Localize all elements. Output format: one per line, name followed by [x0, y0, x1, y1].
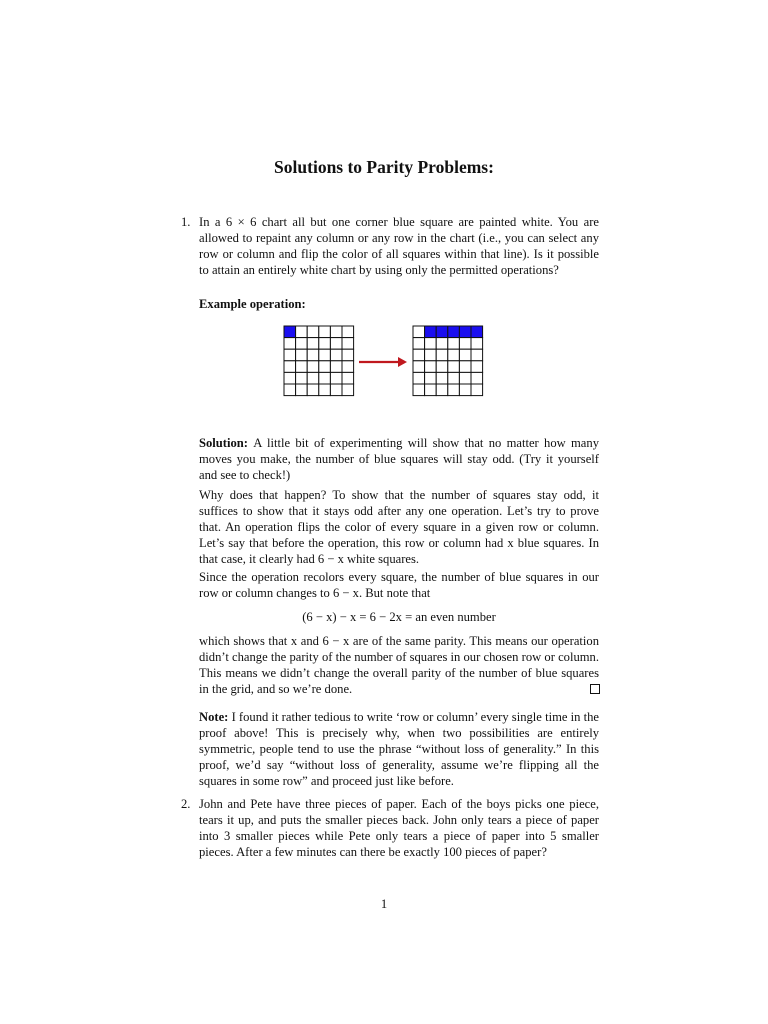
before-cell-r3-c2	[307, 361, 319, 373]
after-cell-r4-c4	[459, 372, 471, 384]
after-cell-r3-c1	[425, 361, 437, 373]
before-cell-r0-c4	[330, 326, 342, 338]
after-cell-r0-c3	[448, 326, 460, 338]
solution-label: Solution:	[199, 436, 248, 450]
after-cell-r1-c2	[436, 338, 448, 350]
after-cell-r2-c3	[448, 349, 460, 361]
after-cell-r1-c3	[448, 338, 460, 350]
grid-before	[284, 326, 354, 396]
before-cell-r2-c1	[296, 349, 308, 361]
before-cell-r5-c2	[307, 384, 319, 396]
solution-text: A little bit of experimenting will show that no matter how many moves you make, the number of blue squares will stay odd. (Try it yourself and see to check!)	[199, 436, 599, 482]
before-cell-r0-c5	[342, 326, 354, 338]
before-cell-r0-c3	[319, 326, 331, 338]
after-cell-r0-c4	[459, 326, 471, 338]
after-cell-r4-c5	[471, 372, 483, 384]
after-cell-r1-c4	[459, 338, 471, 350]
before-cell-r0-c1	[296, 326, 308, 338]
before-cell-r3-c0	[284, 361, 296, 373]
proof-paragraph-1: Why does that happen? To show that the number of squares stay odd, it suffices to show that it stays odd after any one operation. Let’s try to prove that. An operation flips the color of every square in a given row or column. Let’s say that before the operation, this row or column had x blue squares. In that case, it clearly had 6 − x white squares.	[199, 488, 599, 566]
after-cell-r4-c1	[425, 372, 437, 384]
before-cell-r2-c5	[342, 349, 354, 361]
before-cell-r4-c0	[284, 372, 296, 384]
problem-2-number: 2.	[181, 797, 191, 811]
before-cell-r5-c5	[342, 384, 354, 396]
before-cell-r4-c5	[342, 372, 354, 384]
after-cell-r1-c5	[471, 338, 483, 350]
before-cell-r4-c4	[330, 372, 342, 384]
problem-1-number: 1.	[181, 215, 191, 229]
proof-paragraph-3: which shows that x and 6 − x are of the same parity. This means our operation didn’t change the parity of the number of squares in our chosen row or column. This means we didn’t change the overall parity of the number of blue squares in the grid, and so we’re done.	[199, 634, 599, 696]
page-number: 1	[380, 897, 388, 911]
problem-1-text: In a 6 × 6 chart all but one corner blue square are painted white. You are allowed to repaint any column or any row in the chart (i.e., you can select any row or column and flip the color of all squares within that line). Is it possible to attain an entirely white chart by using only the permitted operations?	[199, 215, 599, 277]
after-cell-r5-c4	[459, 384, 471, 396]
before-cell-r5-c1	[296, 384, 308, 396]
after-cell-r5-c0	[413, 384, 425, 396]
before-cell-r2-c4	[330, 349, 342, 361]
after-cell-r2-c0	[413, 349, 425, 361]
after-cell-r5-c3	[448, 384, 460, 396]
before-cell-r1-c4	[330, 338, 342, 350]
before-cell-r0-c2	[307, 326, 319, 338]
after-cell-r4-c3	[448, 372, 460, 384]
after-cell-r2-c2	[436, 349, 448, 361]
proof-paragraph-2: Since the operation recolors every square, the number of blue squares in our row or column changes to 6 − x. But note that	[199, 570, 599, 600]
after-cell-r3-c2	[436, 361, 448, 373]
equation: (6 − x) − x = 6 − 2x = an even number	[302, 610, 496, 624]
after-cell-r1-c0	[413, 338, 425, 350]
after-cell-r2-c5	[471, 349, 483, 361]
before-cell-r4-c2	[307, 372, 319, 384]
after-cell-r2-c1	[425, 349, 437, 361]
before-cell-r1-c2	[307, 338, 319, 350]
after-cell-r0-c2	[436, 326, 448, 338]
after-cell-r5-c5	[471, 384, 483, 396]
example-heading: Example operation:	[199, 297, 306, 311]
before-cell-r1-c0	[284, 338, 296, 350]
after-cell-r4-c2	[436, 372, 448, 384]
before-cell-r5-c0	[284, 384, 296, 396]
before-cell-r1-c5	[342, 338, 354, 350]
before-cell-r5-c4	[330, 384, 342, 396]
after-cell-r3-c3	[448, 361, 460, 373]
after-cell-r3-c4	[459, 361, 471, 373]
arrow-icon	[359, 357, 407, 367]
grid-after	[413, 326, 483, 396]
before-cell-r3-c1	[296, 361, 308, 373]
before-cell-r2-c2	[307, 349, 319, 361]
before-cell-r4-c1	[296, 372, 308, 384]
after-cell-r5-c2	[436, 384, 448, 396]
after-cell-r4-c0	[413, 372, 425, 384]
example-operation-figure	[283, 325, 488, 400]
before-cell-r4-c3	[319, 372, 331, 384]
qed-icon	[590, 684, 600, 694]
note-paragraph	[199, 709, 599, 789]
before-cell-r3-c3	[319, 361, 331, 373]
before-cell-r1-c1	[296, 338, 308, 350]
after-cell-r5-c1	[425, 384, 437, 396]
before-cell-r3-c4	[330, 361, 342, 373]
before-cell-r5-c3	[319, 384, 331, 396]
after-cell-r0-c5	[471, 326, 483, 338]
after-cell-r0-c1	[425, 326, 437, 338]
before-cell-r2-c3	[319, 349, 331, 361]
after-cell-r1-c1	[425, 338, 437, 350]
page-title: Solutions to Parity Problems:	[274, 157, 494, 177]
before-cell-r0-c0	[284, 326, 296, 338]
solution-paragraph	[199, 435, 599, 483]
before-cell-r2-c0	[284, 349, 296, 361]
note-text: I found it rather tedious to write ‘row or column’ every single time in the proof above! This is precisely why, when two possibilities are entirely symmetric, people tend to use the phrase “without loss of generality.” In this proof, we’d say “without loss of generality, assume we’re flipping all the squares in some row” and proceed just like before.	[199, 710, 599, 788]
after-cell-r3-c5	[471, 361, 483, 373]
before-cell-r1-c3	[319, 338, 331, 350]
problem-1-statement	[199, 214, 599, 278]
note-label: Note:	[199, 710, 229, 724]
after-cell-r3-c0	[413, 361, 425, 373]
after-cell-r2-c4	[459, 349, 471, 361]
problem-2-statement: John and Pete have three pieces of paper. Each of the boys picks one piece, tears it up, and puts the smaller pieces back. John only tears a piece of paper into 3 smaller pieces while Pete only tears a piece of paper into 5 smaller pieces. After a few minutes can there be exactly 100 pieces of paper?	[199, 797, 599, 859]
before-cell-r3-c5	[342, 361, 354, 373]
after-cell-r0-c0	[413, 326, 425, 338]
